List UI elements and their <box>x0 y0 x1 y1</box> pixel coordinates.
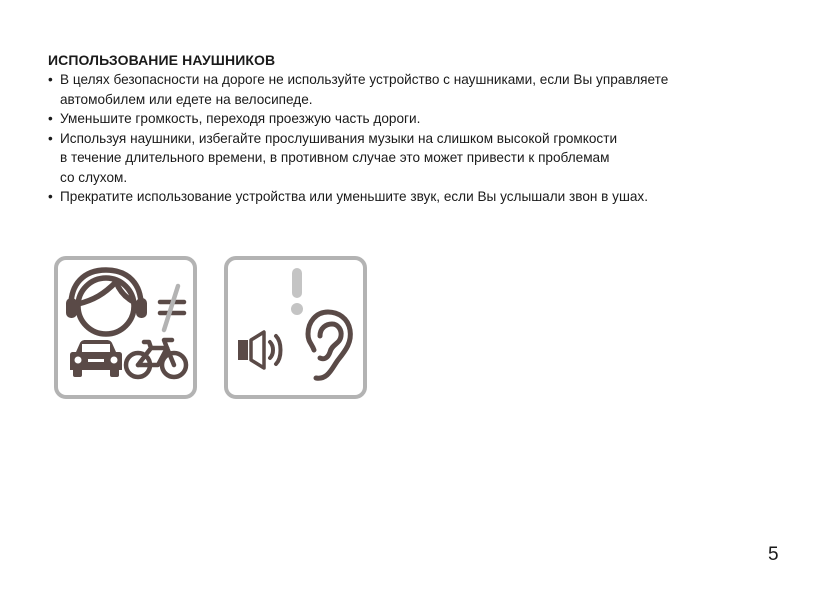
exclamation-icon <box>291 268 303 315</box>
bicycle-icon <box>126 340 186 377</box>
list-item <box>48 129 818 188</box>
hearing-warning-pictogram <box>224 256 367 399</box>
no-headphones-driving-pictogram <box>54 256 197 399</box>
bullet-line: Используя наушники, избегайте прослушивания музыки на слишком высокой громкости <box>60 130 618 146</box>
bullet-list <box>48 70 818 207</box>
bullet-line: Прекратите использование устройства или уменьшите звук, если Вы услышали звон в ушах. <box>60 189 648 204</box>
section-title: ИСПОЛЬЗОВАНИЕ НАУШНИКОВ <box>48 52 276 68</box>
bullet-dot: • <box>48 130 53 146</box>
bullet-line: со слухом. <box>60 169 128 185</box>
car-icon <box>70 340 122 377</box>
bullet-line: в течение длительного времени, в противном случае это может привести к проблемам <box>60 150 610 165</box>
list-item <box>48 187 818 207</box>
bullet-line: Уменьшите громкость, переходя проезжую часть дороги. <box>60 111 421 126</box>
bullet-dot: • <box>48 72 53 87</box>
headphones-person-icon <box>66 270 147 334</box>
pictogram-graphic <box>54 256 197 399</box>
page-number: 5 <box>768 544 779 565</box>
bullet-line: автомобилем или едете на велосипеде. <box>60 91 313 107</box>
list-item <box>48 70 818 109</box>
bullet-dot: • <box>48 111 53 126</box>
bullet-line: В целях безопасности на дороге не используйте устройство с наушниками, если Вы управляете <box>60 72 669 87</box>
not-equal-icon <box>160 286 184 330</box>
pictogram-graphic <box>224 256 367 399</box>
speaker-icon <box>238 332 281 368</box>
ear-icon <box>308 312 350 378</box>
bullet-dot: • <box>48 189 53 204</box>
list-item <box>48 109 818 129</box>
